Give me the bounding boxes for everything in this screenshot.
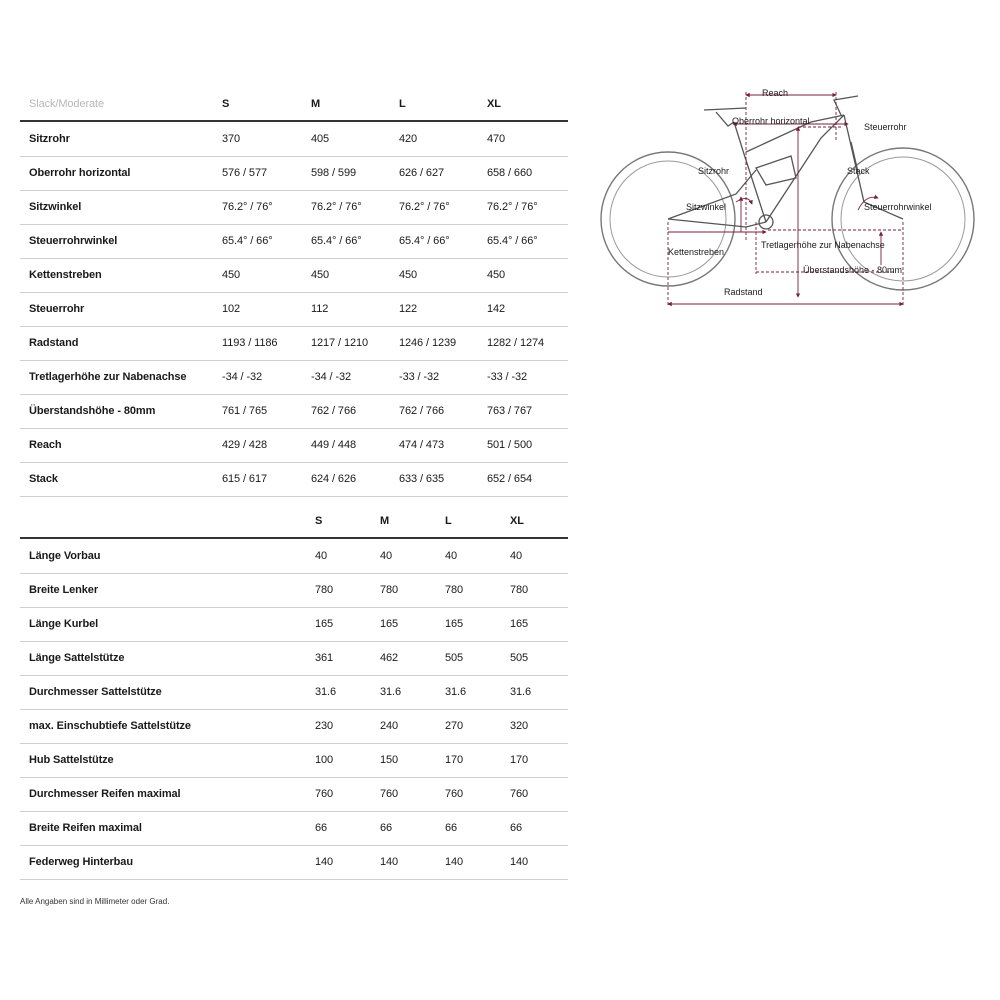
row-value: 370 [222, 133, 241, 145]
row-value: 65.4° / 66° [222, 235, 273, 247]
geometry-table-row [20, 395, 568, 429]
geometry-table-header [20, 88, 568, 122]
component-table-row [20, 778, 568, 812]
row-label: Länge Kurbel [29, 618, 99, 630]
row-label: Durchmesser Reifen maximal [29, 788, 181, 800]
label-radstand: Radstand [724, 287, 763, 297]
component-table-row [20, 574, 568, 608]
row-value: 100 [315, 754, 334, 766]
row-value: 66 [510, 822, 523, 834]
row-value: 170 [445, 754, 464, 766]
row-value: 40 [445, 550, 458, 562]
row-label: Radstand [29, 337, 79, 349]
geometry-table-row [20, 463, 568, 497]
row-value: 450 [222, 269, 241, 281]
row-value: 429 / 428 [222, 439, 267, 451]
row-value: 449 / 448 [311, 439, 356, 451]
row-value: 760 [380, 788, 399, 800]
row-label: Steuerrohrwinkel [29, 235, 118, 247]
row-value: -33 / -32 [399, 371, 440, 383]
row-value: 76.2° / 76° [222, 201, 273, 213]
row-value: 65.4° / 66° [487, 235, 538, 247]
geometry-header-label: Slack/Moderate [29, 98, 105, 110]
component-table [20, 505, 568, 885]
row-value: 40 [315, 550, 328, 562]
row-value: 1246 / 1239 [399, 337, 457, 349]
row-value: 762 / 766 [399, 405, 444, 417]
row-label: Federweg Hinterbau [29, 856, 133, 868]
row-value: -33 / -32 [487, 371, 528, 383]
label-steuerrohrwinkel: Steuerrohrwinkel [864, 202, 932, 212]
row-value: 1217 / 1210 [311, 337, 369, 349]
row-label: Kettenstreben [29, 269, 102, 281]
row-value: -34 / -32 [311, 371, 352, 383]
label-sitzwinkel: Sitzwinkel [686, 202, 727, 212]
row-value: 31.6 [380, 686, 402, 698]
row-value: 140 [380, 856, 399, 868]
component-table-row [20, 608, 568, 642]
label-oberrohr: Oberrohr horizontal [732, 116, 810, 126]
row-label: Breite Lenker [29, 584, 99, 596]
row-value: 65.4° / 66° [399, 235, 450, 247]
size-header-s: S [315, 515, 323, 527]
row-value: 762 / 766 [311, 405, 356, 417]
row-value: 66 [315, 822, 328, 834]
size-header-l: L [445, 515, 452, 527]
row-value: 140 [445, 856, 464, 868]
geometry-table-row [20, 293, 568, 327]
row-value: 76.2° / 76° [487, 201, 538, 213]
row-value: 763 / 767 [487, 405, 532, 417]
geometry-table-row [20, 429, 568, 463]
row-value: 65.4° / 66° [311, 235, 362, 247]
row-label: Oberrohr horizontal [29, 167, 131, 179]
row-value: 150 [380, 754, 399, 766]
geometry-table [20, 88, 568, 501]
row-value: 76.2° / 76° [311, 201, 362, 213]
row-value: 470 [487, 133, 506, 145]
row-value: 615 / 617 [222, 473, 267, 485]
row-value: 240 [380, 720, 399, 732]
row-label: Stack [29, 473, 58, 485]
label-sitzrohr: Sitzrohr [698, 166, 730, 176]
row-value: 66 [380, 822, 393, 834]
size-header-xl: XL [487, 98, 501, 110]
row-label: Tretlagerhöhe zur Nabenachse [29, 371, 187, 383]
row-value: 780 [445, 584, 464, 596]
row-value: 165 [445, 618, 464, 630]
footnote: Alle Angaben sind in Millimeter oder Grad. [20, 897, 170, 906]
row-value: 576 / 577 [222, 167, 267, 179]
label-tretlager: Tretlagerhöhe zur Nabenachse [761, 240, 885, 250]
row-value: 760 [445, 788, 464, 800]
row-value: 760 [315, 788, 334, 800]
row-label: Sitzrohr [29, 133, 70, 145]
row-value: 760 [510, 788, 529, 800]
geometry-table-row [20, 259, 568, 293]
row-value: 320 [510, 720, 529, 732]
geometry-table-row [20, 191, 568, 225]
geometry-table-row [20, 225, 568, 259]
row-value: -34 / -32 [222, 371, 263, 383]
row-value: 270 [445, 720, 464, 732]
bike-geometry-diagram [596, 82, 981, 307]
row-value: 626 / 627 [399, 167, 444, 179]
row-value: 31.6 [445, 686, 467, 698]
row-value: 40 [510, 550, 523, 562]
row-label: Hub Sattelstütze [29, 754, 114, 766]
row-value: 598 / 599 [311, 167, 356, 179]
row-value: 761 / 765 [222, 405, 267, 417]
component-table-row [20, 744, 568, 778]
row-value: 142 [487, 303, 506, 315]
row-value: 780 [380, 584, 399, 596]
row-value: 230 [315, 720, 334, 732]
row-value: 165 [315, 618, 334, 630]
row-value: 501 / 500 [487, 439, 532, 451]
row-value: 66 [445, 822, 458, 834]
row-value: 450 [399, 269, 418, 281]
label-stack: Stack [847, 166, 870, 176]
row-value: 76.2° / 76° [399, 201, 450, 213]
size-header-m: M [311, 98, 321, 110]
component-table-row [20, 710, 568, 744]
row-value: 31.6 [315, 686, 337, 698]
row-label: Durchmesser Sattelstütze [29, 686, 162, 698]
row-value: 405 [311, 133, 330, 145]
size-header-l: L [399, 98, 406, 110]
component-table-row [20, 642, 568, 676]
row-value: 505 [445, 652, 464, 664]
label-reach: Reach [762, 88, 789, 98]
row-label: Überstandshöhe - 80mm [29, 405, 156, 417]
row-value: 450 [487, 269, 506, 281]
row-value: 462 [380, 652, 399, 664]
row-value: 165 [510, 618, 529, 630]
row-value: 112 [311, 303, 329, 315]
row-value: 140 [510, 856, 529, 868]
row-value: 361 [315, 652, 334, 664]
geometry-table-row [20, 123, 568, 157]
row-value: 122 [399, 303, 418, 315]
row-value: 165 [380, 618, 399, 630]
row-value: 420 [399, 133, 418, 145]
row-value: 474 / 473 [399, 439, 444, 451]
row-value: 658 / 660 [487, 167, 532, 179]
row-label: Reach [29, 439, 62, 451]
row-value: 624 / 626 [311, 473, 356, 485]
row-value: 140 [315, 856, 334, 868]
row-value: 1282 / 1274 [487, 337, 545, 349]
component-table-row [20, 540, 568, 574]
row-value: 780 [315, 584, 334, 596]
component-table-header [20, 505, 568, 539]
size-header-s: S [222, 98, 230, 110]
label-steuerrohr: Steuerrohr [864, 122, 907, 132]
row-value: 505 [510, 652, 529, 664]
row-label: Länge Sattelstütze [29, 652, 125, 664]
geometry-table-row [20, 157, 568, 191]
row-value: 102 [222, 303, 241, 315]
component-table-row [20, 812, 568, 846]
row-value: 450 [311, 269, 330, 281]
label-ueberstand: Überstandshöhe - 80mm [803, 265, 903, 275]
row-label: Breite Reifen maximal [29, 822, 142, 834]
row-value: 633 / 635 [399, 473, 444, 485]
row-label: Steuerrohr [29, 303, 85, 315]
row-value: 170 [510, 754, 529, 766]
geometry-table-row [20, 361, 568, 395]
row-value: 1193 / 1186 [222, 337, 278, 349]
row-value: 652 / 654 [487, 473, 532, 485]
row-value: 780 [510, 584, 529, 596]
size-header-m: M [380, 515, 390, 527]
component-table-row [20, 676, 568, 710]
row-label: max. Einschubtiefe Sattelstütze [29, 720, 191, 732]
row-label: Sitzwinkel [29, 201, 82, 213]
geometry-table-row [20, 327, 568, 361]
row-value: 40 [380, 550, 393, 562]
component-table-row [20, 846, 568, 880]
size-header-xl: XL [510, 515, 524, 527]
label-kettenstreben: Kettenstreben [668, 247, 725, 257]
row-value: 31.6 [510, 686, 532, 698]
row-label: Länge Vorbau [29, 550, 101, 562]
